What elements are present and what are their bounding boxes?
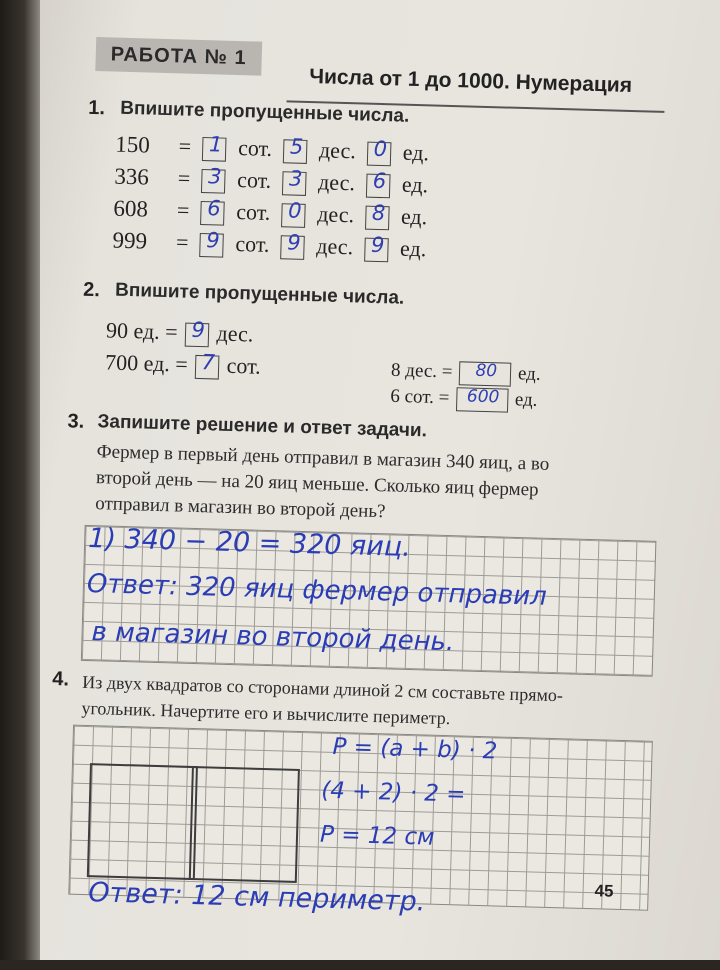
handwritten-digit: 6 [372, 168, 387, 194]
task-4-instruction-line: угольник. Начертите его и вычислите периметр. [81, 697, 451, 729]
task-3-problem-line: Фермер в первый день отправил в магазин 340 яиц, а во [96, 441, 550, 475]
work-number-badge: РАБОТА № 1 [95, 37, 262, 76]
page-topic-title: Числа от 1 до 1000. Нумерация [308, 64, 633, 97]
handwritten-digit: 3 [207, 164, 222, 189]
handwritten-digit: 7 [201, 350, 216, 375]
task-2-right-row [391, 359, 541, 387]
unit-label: дес. [316, 201, 355, 228]
handwritten-digit: 9 [191, 317, 206, 343]
task-3-instruction: Запишите решение и ответ задачи. [97, 411, 428, 442]
task-1-number: 1. [87, 96, 106, 120]
answer-box[interactable] [459, 361, 512, 386]
answer-box[interactable] [200, 228, 225, 258]
drawn-square-left [87, 763, 198, 880]
handwritten-formula: (4 + 2) · 2 = [320, 777, 466, 808]
answer-box[interactable] [195, 350, 220, 380]
task-1-row [112, 228, 430, 264]
unit-label: сот. [237, 135, 273, 161]
handwritten-answer-line: в магазин во второй день. [91, 617, 455, 658]
answer-box[interactable] [281, 230, 306, 260]
handwritten-digit: 3 [288, 166, 303, 191]
unit-label: ед. [399, 235, 427, 262]
page-number: 45 [594, 881, 614, 901]
answer-box[interactable] [202, 132, 227, 162]
conversion-prefix: 700 ед. = [104, 349, 189, 377]
unit-label: ед. [514, 389, 538, 411]
handwritten-digit: 9 [370, 232, 385, 258]
task-2-number: 2. [82, 278, 101, 302]
workbook-page [40, 0, 720, 960]
answer-box[interactable] [200, 196, 225, 226]
unit-label: сот. [236, 199, 271, 225]
answer-box[interactable] [367, 136, 392, 167]
handwritten-digit: 8 [371, 200, 386, 226]
answer-box[interactable] [283, 134, 308, 164]
conversion-prefix: 90 ед. = [105, 317, 178, 345]
unit-label: сот. [236, 167, 272, 193]
conversion-prefix: 8 дес. = [390, 359, 453, 383]
task-2-left-row [106, 317, 254, 348]
unit-label: ед. [517, 363, 541, 385]
unit-label: ед. [400, 203, 428, 230]
equals-sign: = [178, 133, 192, 159]
answer-box[interactable] [282, 166, 307, 196]
handwritten-answer-line: Ответ: 320 яиц фермер отправил [86, 568, 548, 612]
task-3-number: 3. [67, 410, 85, 433]
task-1-instruction: Впишите пропущенные числа. [120, 97, 410, 127]
answer-box[interactable] [456, 387, 509, 412]
drawn-square-right [189, 766, 300, 883]
conversion-prefix: 6 сот. = [390, 385, 450, 409]
handwritten-number: 80 [475, 360, 498, 382]
handwritten-final-answer: Ответ: 12 см периметр. [87, 877, 426, 918]
task-4-number: 4. [52, 668, 70, 691]
unit-label: дес. [318, 137, 357, 164]
row-number: 336 [114, 163, 150, 190]
task-1-row [115, 132, 433, 168]
handwritten-digit: 1 [208, 132, 223, 157]
row-number: 608 [113, 195, 149, 222]
handwritten-digit: 0 [373, 136, 388, 162]
unit-label: дес. [316, 233, 354, 260]
handwritten-digit: 9 [286, 230, 301, 255]
handwritten-digit: 0 [287, 198, 302, 223]
answer-box[interactable] [365, 200, 390, 231]
handwritten-digit: 5 [289, 134, 304, 159]
answer-box[interactable] [281, 198, 306, 228]
handwritten-formula: P = 12 см [319, 821, 435, 851]
handwritten-solution: 1) 340 − 20 = 320 яиц. [87, 523, 412, 563]
task-2-right-row [390, 385, 538, 413]
answer-box[interactable] [364, 232, 389, 263]
unit-label: ед. [402, 139, 430, 166]
task-2-left-row [105, 349, 261, 380]
handwritten-formula: P = (a + b) · 2 [332, 733, 498, 765]
answer-box[interactable] [366, 168, 391, 199]
task-1-row [113, 196, 431, 232]
handwritten-digit: 9 [206, 228, 221, 253]
answer-box[interactable] [185, 317, 210, 348]
answer-box[interactable] [201, 164, 226, 194]
handwritten-number: 600 [466, 386, 500, 408]
page-content [27, 0, 720, 970]
task-2-instruction: Впишите пропущенные числа. [114, 279, 405, 309]
equals-sign: = [175, 229, 189, 255]
unit-label: дес. [317, 169, 356, 196]
task-1-row [114, 164, 432, 200]
unit-label: сот. [226, 352, 262, 379]
equals-sign: = [176, 197, 190, 223]
unit-label: сот. [235, 230, 270, 257]
task-3-problem-line: второй день — на 20 яиц меньше. Сколько яиц фермер [95, 467, 539, 501]
task-3-problem-line: отправил в магазин во второй день? [94, 493, 386, 523]
task-4-instruction-line: Из двух квадратов со сторонами длиной 2 см составьте прямо- [81, 671, 564, 706]
unit-label: дес. [216, 320, 254, 347]
equals-sign: = [177, 165, 191, 191]
handwritten-digit: 6 [206, 196, 221, 221]
unit-label: ед. [401, 171, 429, 198]
row-number: 150 [114, 131, 151, 158]
row-number: 999 [112, 227, 148, 254]
